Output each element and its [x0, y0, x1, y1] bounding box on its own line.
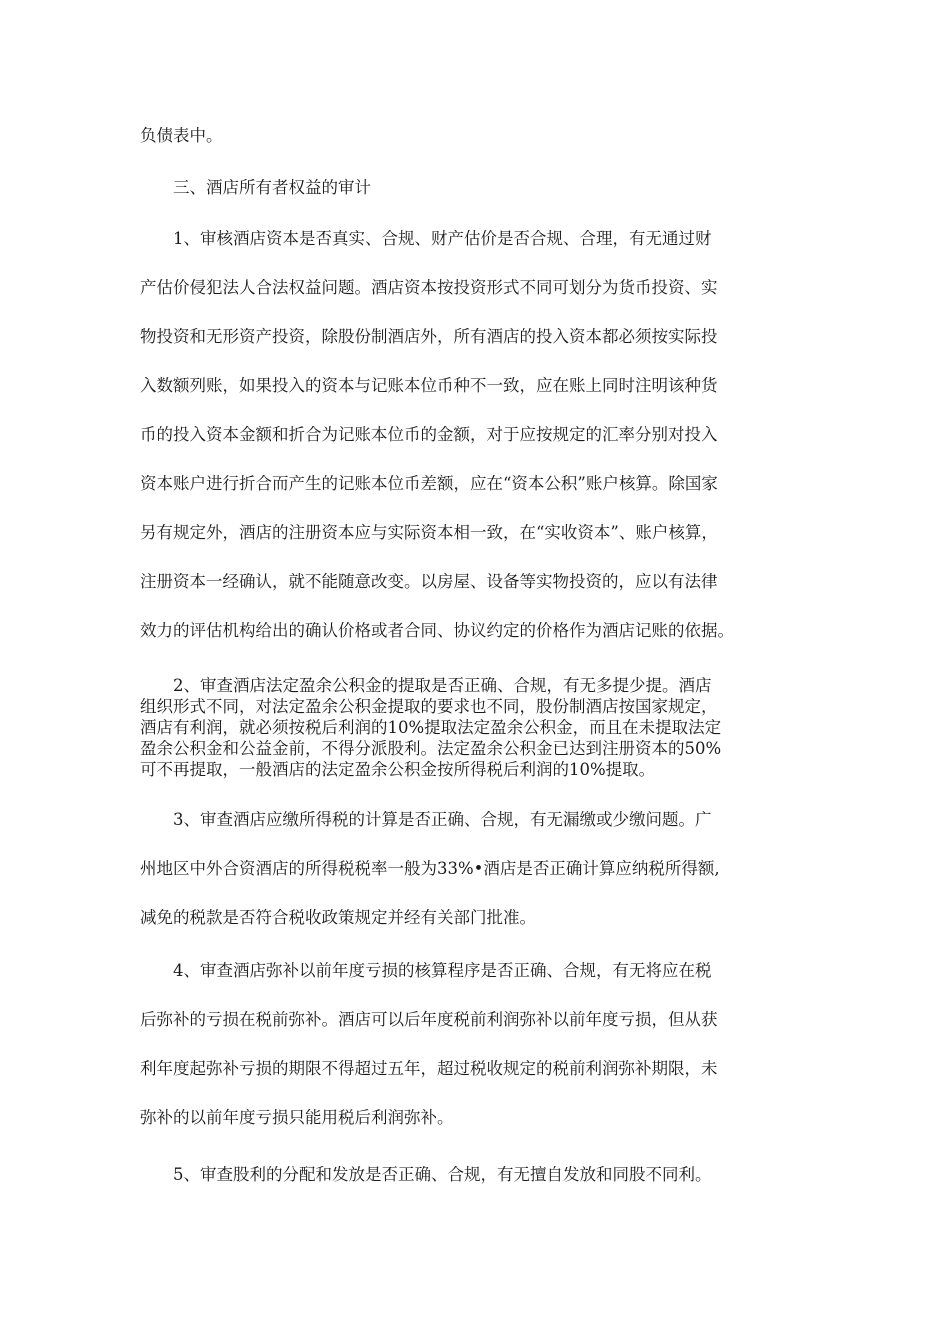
text-line: 注册资本一经确认，就不能随意改变。以房屋、设备等实物投资的，应以有法律	[140, 572, 718, 591]
text-line: 5、审查股利的分配和发放是否正确、合规，有无擅自发放和同股不同利。	[140, 1165, 712, 1184]
section-heading	[140, 177, 830, 226]
text-line: 另有规定外，酒店的注册资本应与实际资本相一致，在“实收资本”、账户核算，	[140, 523, 718, 542]
text-line: 产估价侵犯法人合法权益问题。酒店资本按投资形式不同可划分为货币投资、实	[140, 278, 718, 297]
text-line: 弥补的以前年度亏损只能用税后利润弥补。	[140, 1108, 454, 1127]
text-line: 减免的税款是否符合税收政策规定并经有关部门批准。	[140, 908, 536, 927]
text-line: 3、审查酒店应缴所得税的计算是否正确、合规，有无漏缴或少缴问题。广	[140, 810, 712, 829]
text-line: 可不再提取，一般酒店的法定盈余公积金按所得税后利润的10%提取。	[140, 760, 656, 779]
text-line: 2、审查酒店法定盈余公积金的提取是否正确、合规，有无多提少提。酒店	[140, 676, 712, 695]
text-line: 1、审核酒店资本是否真实、合规、财产估价是否合规、合理，有无通过财	[140, 229, 712, 248]
paragraph-2	[140, 675, 830, 780]
paragraph-4	[140, 960, 830, 1156]
paragraph-5	[140, 1164, 830, 1213]
text-line: 酒店有利润，就必须按税后利润的10%提取法定盈余公积金，而且在未提取法定	[140, 718, 722, 737]
text-line: 后弥补的亏损在税前弥补。酒店可以后年度税前利润弥补以前年度亏损，但从获	[140, 1010, 718, 1029]
paragraph-continuation	[140, 125, 830, 174]
text-line: 资本账户进行折合而产生的记账本位币差额，应在“资本公积”账户核算。除国家	[140, 474, 718, 493]
text-line: 负债表中。	[140, 126, 223, 145]
text-line: 4、审查酒店弥补以前年度亏损的核算程序是否正确、合规，有无将应在税	[140, 961, 712, 980]
text-line: 盈余公积金和公益金前，不得分派股利。法定盈余公积金已达到注册资本的50%	[140, 739, 722, 758]
text-line: 入数额列账，如果投入的资本与记账本位币种不一致，应在账上同时注明该种货	[140, 376, 718, 395]
text-line: 币的投入资本金额和折合为记账本位币的金额，对于应按规定的汇率分别对投入	[140, 425, 718, 444]
text-line: 物投资和无形资产投资，除股份制酒店外，所有酒店的投入资本都必须按实际投	[140, 327, 718, 346]
text-line: 三、酒店所有者权益的审计	[140, 178, 371, 197]
text-line: 州地区中外合资酒店的所得税税率一般为33%•酒店是否正确计算应纳税所得额,	[140, 859, 720, 878]
text-line: 组织形式不同，对法定盈余公积金提取的要求也不同，股份制酒店按国家规定，	[140, 697, 718, 716]
text-line: 利年度起弥补亏损的期限不得超过五年，超过税收规定的税前利润弥补期限，未	[140, 1059, 718, 1078]
paragraph-1	[140, 228, 830, 669]
paragraph-3	[140, 809, 830, 956]
text-line: 效力的评估机构给出的确认价格或者合同、协议约定的价格作为酒店记账的依据。	[140, 621, 734, 640]
